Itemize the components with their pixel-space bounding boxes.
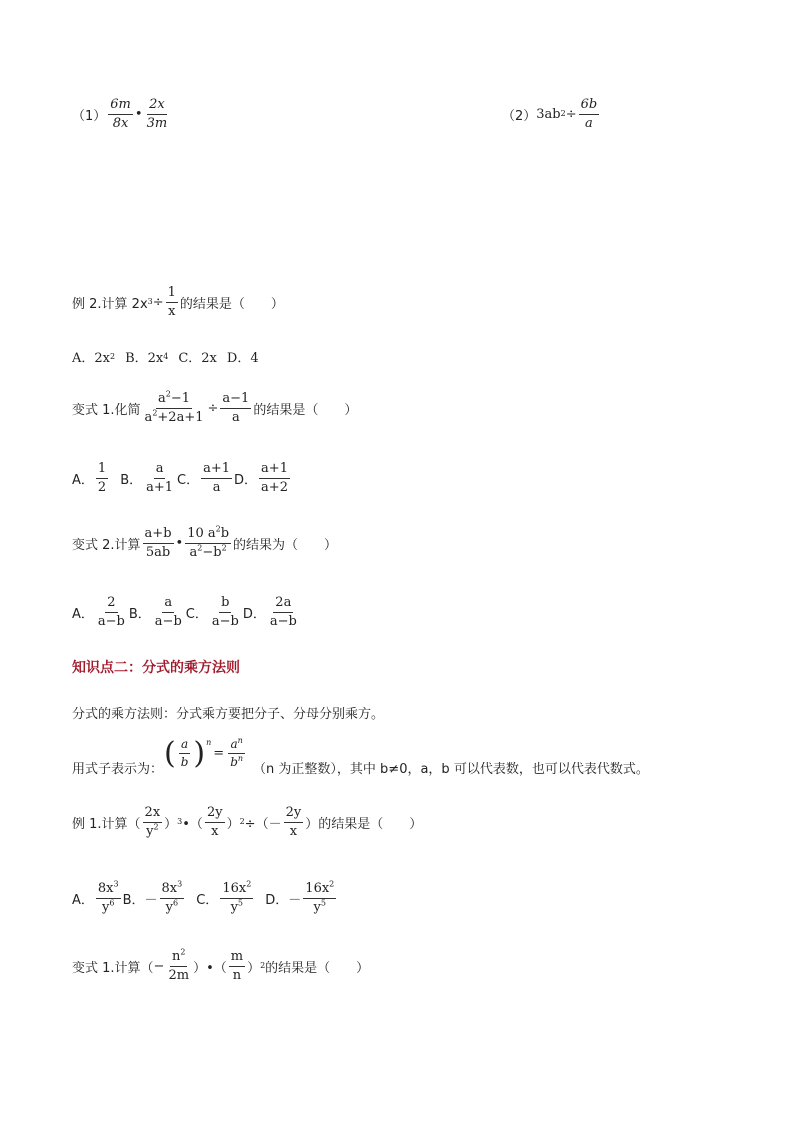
fraction: $\frac{1}{x}$ (167, 285, 176, 319)
section-heading: 知识点二：分式的乘方法则 (72, 660, 240, 676)
example-1-options: A． $\frac{8x^3}{y^6}$ B．－ $\frac{8x^3}{y^6}$ C． $\frac{16x^2}{y^5}$ D．－ $\frac{16x^2}{y^5}$ (72, 879, 335, 915)
rule-text: 分式的乘方法则：分式乘方要把分子、分母分别乘方。 (72, 707, 385, 722)
problem-1: （1） $\frac{6m}{8x}$ • $\frac{2x}{3m}$ (72, 97, 168, 131)
variant-2-options: A． $\frac{2}{a-b}$ B． $\frac{a}{a-b}$ C． $\frac{b}{a-b}$ D． $\frac{2a}{a-b}$ (72, 595, 297, 629)
problem-1-label: （1） (72, 108, 107, 124)
fraction: $\frac{2x}{3m}$ (146, 97, 168, 131)
fraction: $\frac{a^2-1}{a^2+2a+1}$ (144, 389, 204, 425)
problem-2: （2） 3ab 2 ÷ $\frac{6b}{a}$ (502, 97, 598, 131)
variant-1-options: A． $\frac{1}{2}$ B． $\frac{a}{a+1}$ C． $\frac{a+1}{a}$ D． $\frac{a+1}{a+2}$ (72, 461, 288, 495)
fraction: $\frac{6m}{8x}$ (110, 97, 131, 131)
example-1: 例 1.计算（ $\frac{2x}{y^2}$ ） 3 •（ $\frac{2y}{x}$ ） 2 ÷（－ $\frac{2y}{x}$ ）的结果是（ ） (72, 805, 423, 839)
fraction: $\frac{a-1}{a}$ (222, 391, 250, 425)
variant-1: 变式 1.化简 $\frac{a^2-1}{a^2+2a+1}$ ÷ $\frac{a-1}{a}$ 的结果是（ ） (72, 389, 358, 425)
variant-2: 变式 2.计算 $\frac{a+b}{5ab}$ • $\frac{10 a^2b}{a^2-b^2}$ 的结果为（ ） (72, 524, 338, 560)
example-2-options: A．2x 2 B．2x 4 C．2x D．4 (72, 351, 259, 366)
example-2: 例 2.计算 2x 3 ÷ $\frac{1}{x}$ 的结果是（ ） (72, 285, 284, 319)
formula-line: 用式子表示为： ( $\frac{a}{b}$ ) n = $\frac{a^n}{b^n}$ （n 为正整数），其中 b≠0，a，b 可以代表数，也可以代表代数式。 (72, 735, 649, 777)
variant-3: 变式 1.计算（ − $\frac{n^2}{2m}$ ）•（ $\frac{m}{n}$ ） 2 的结果是（ ） (72, 947, 370, 983)
fraction: $\frac{6b}{a}$ (580, 97, 598, 131)
